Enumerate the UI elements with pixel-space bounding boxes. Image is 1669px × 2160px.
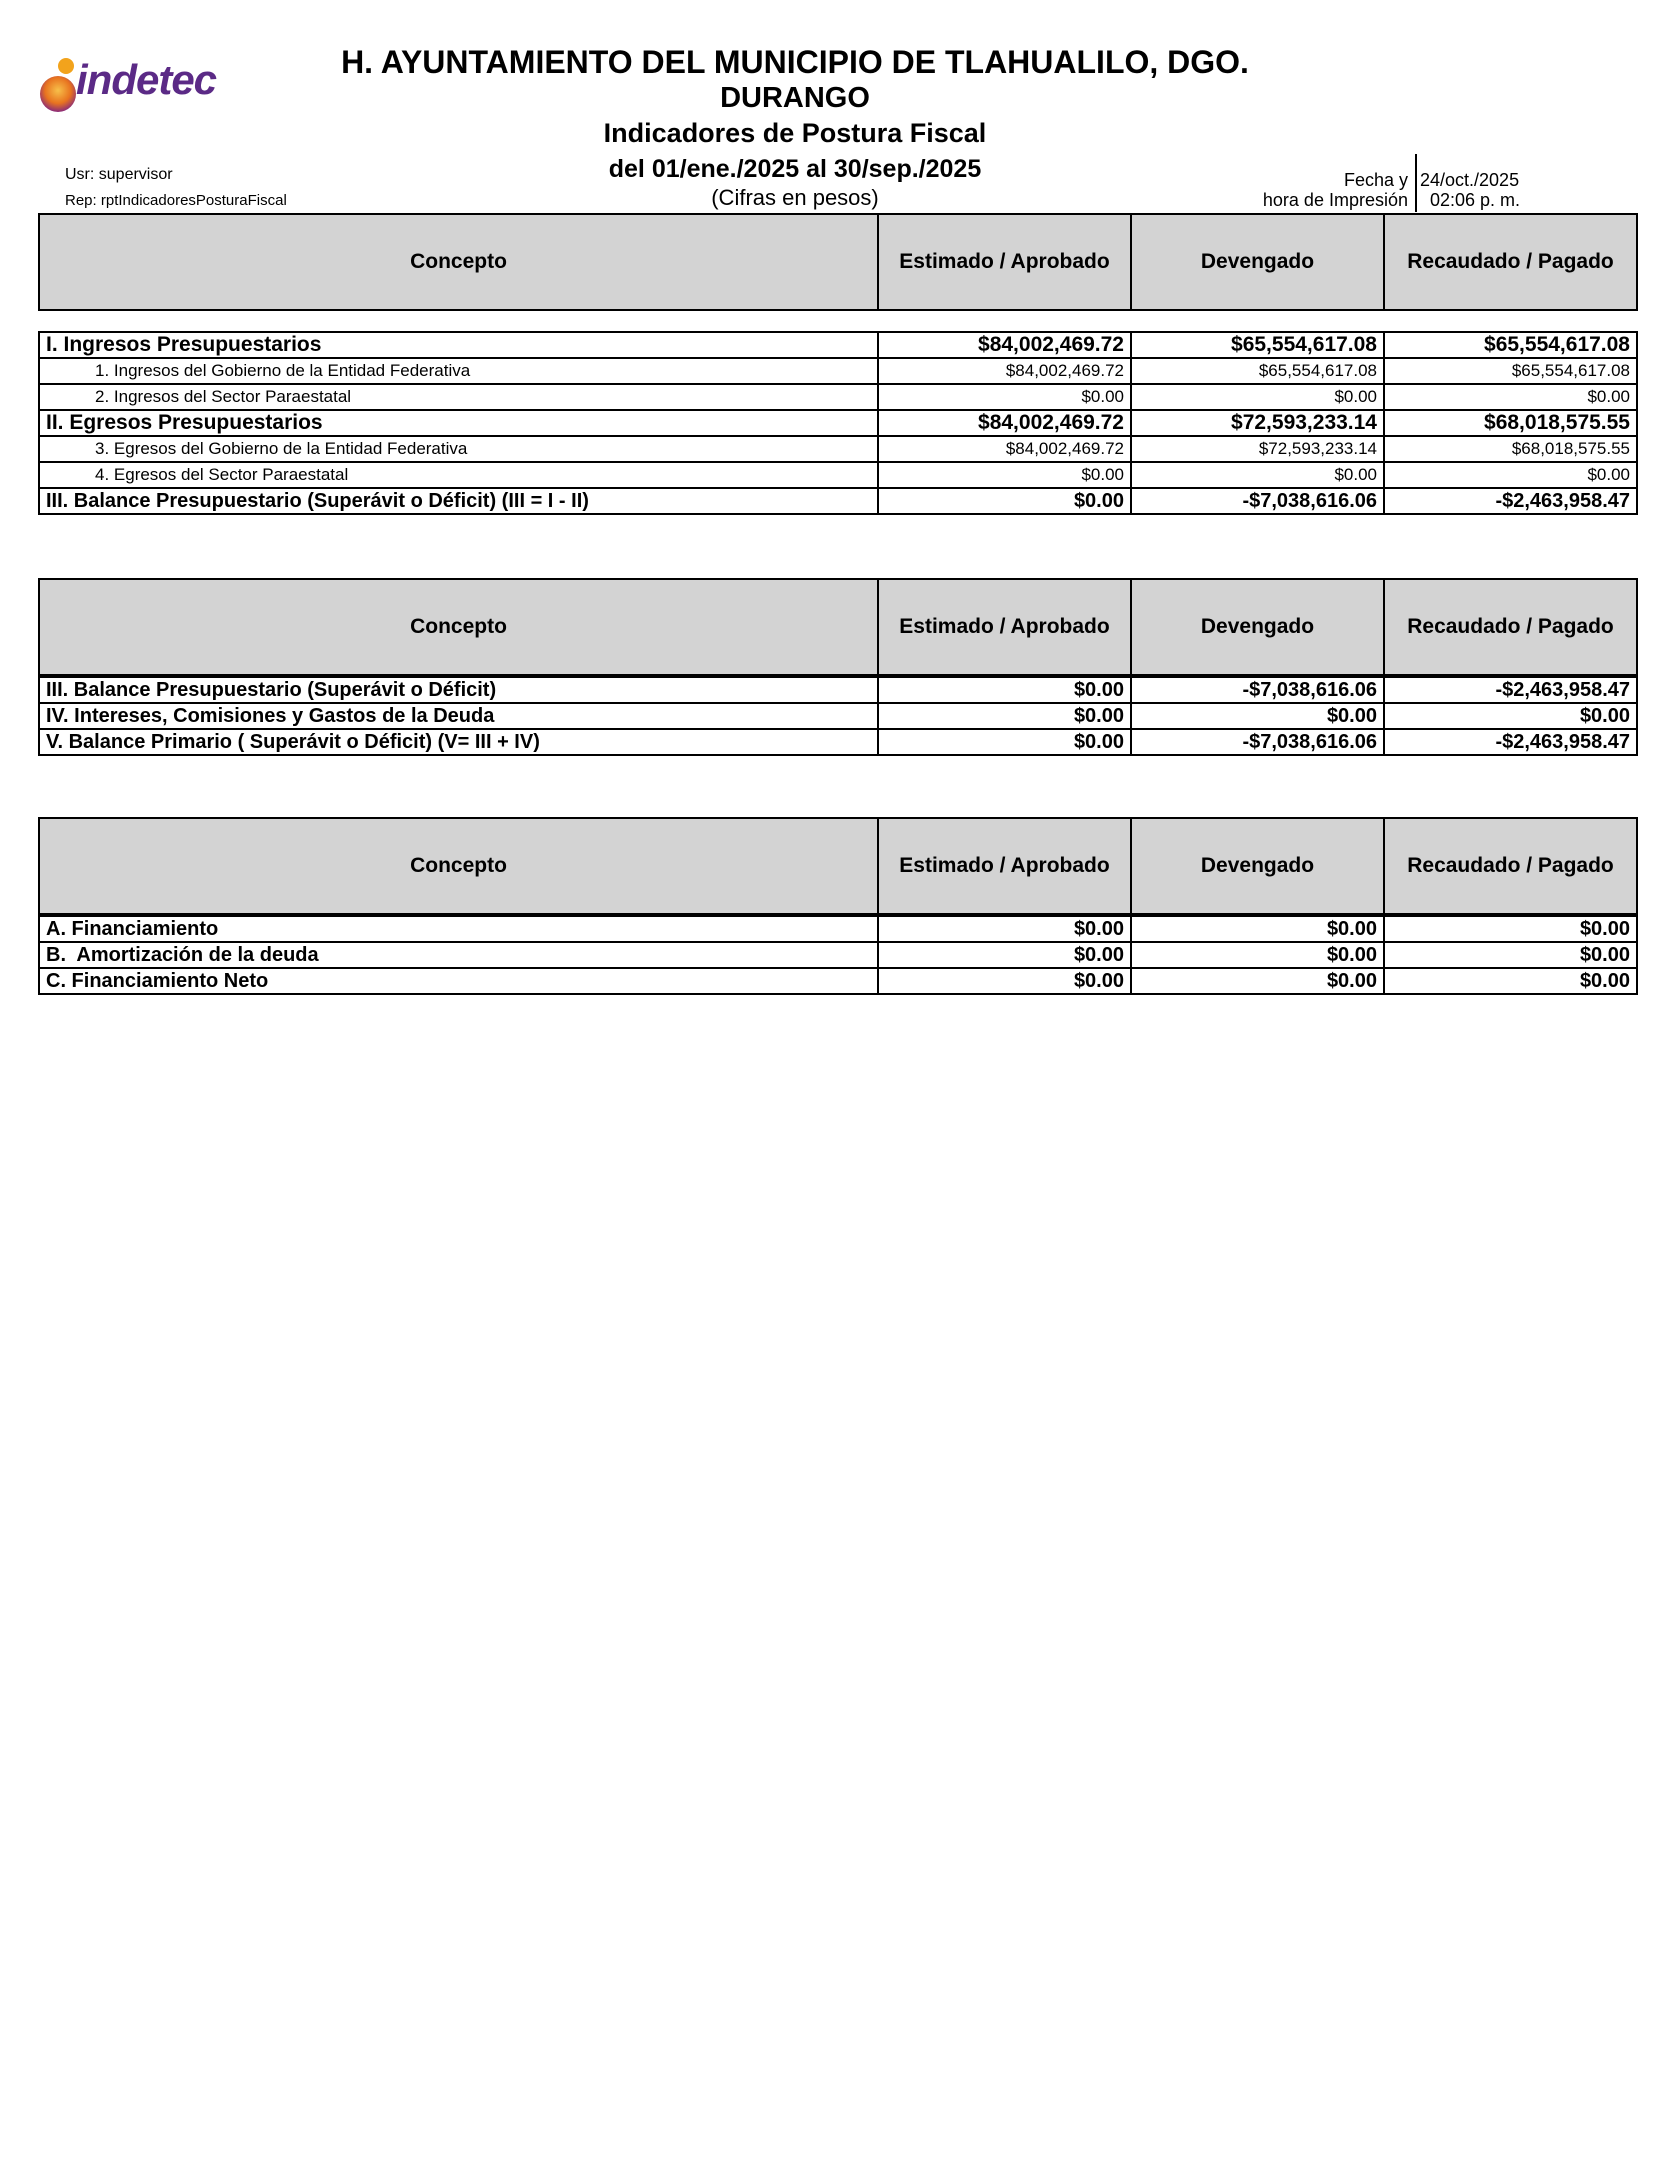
print-time: 02:06 p. m.: [1430, 190, 1521, 210]
row-label: I. Ingresos Presupuestarios: [39, 332, 878, 358]
row-recaudado: $0.00: [1384, 462, 1637, 488]
row-devengado: $0.00: [1131, 462, 1384, 488]
table-row: [39, 436, 1637, 462]
report-period: del 01/ene./2025 al 30/sep./2025: [608, 155, 982, 183]
row-recaudado: $0.00: [1384, 942, 1637, 968]
row-estimado: $0.00: [878, 916, 1131, 942]
row-devengado: $0.00: [1131, 968, 1384, 994]
table-row: [39, 358, 1637, 384]
table-row: [39, 942, 1637, 968]
table-row: [39, 488, 1637, 514]
column-header-concepto: Concepto: [39, 818, 878, 914]
print-date: 24/oct./2025: [1420, 170, 1520, 190]
column-header-recaudado: Recaudado / Pagado: [1384, 214, 1637, 310]
report-id-label: Rep: rptIndicadoresPosturaFiscal: [65, 192, 287, 209]
column-header-estimado: Estimado / Aprobado: [878, 214, 1131, 310]
column-header-recaudado: Recaudado / Pagado: [1384, 579, 1637, 675]
column-header-concepto: Concepto: [39, 214, 878, 310]
logo-text: indetec: [76, 56, 217, 103]
date-label: Fecha y: [1343, 170, 1408, 190]
row-recaudado: -$2,463,958.47: [1384, 729, 1637, 755]
time-label: hora de Impresión: [1262, 190, 1408, 210]
row-recaudado: $0.00: [1384, 384, 1637, 410]
table-row: [39, 462, 1637, 488]
row-label: B. Amortización de la deuda: [39, 942, 878, 968]
row-estimado: $84,002,469.72: [878, 436, 1131, 462]
row-devengado: -$7,038,616.06: [1131, 729, 1384, 755]
table3-header: [38, 817, 1638, 915]
column-header-devengado: Devengado: [1131, 579, 1384, 675]
row-estimado: $84,002,469.72: [878, 332, 1131, 358]
row-label: III. Balance Presupuestario (Superávit o Déficit): [39, 677, 878, 703]
row-estimado: $0.00: [878, 384, 1131, 410]
table-row: [39, 332, 1637, 358]
row-devengado: $72,593,233.14: [1131, 436, 1384, 462]
header-divider: [1415, 154, 1417, 212]
report-units: (Cifras en pesos): [711, 185, 879, 210]
row-label: V. Balance Primario ( Superávit o Déficit) (V= III + IV): [39, 729, 878, 755]
table-row: [39, 916, 1637, 942]
row-label: II. Egresos Presupuestarios: [39, 410, 878, 436]
column-header-estimado: Estimado / Aprobado: [878, 818, 1131, 914]
row-label: 3. Egresos del Gobierno de la Entidad Federativa: [39, 436, 878, 462]
table-row: [39, 703, 1637, 729]
row-devengado: $0.00: [1131, 384, 1384, 410]
table2-header: [38, 578, 1638, 676]
table-row: [39, 677, 1637, 703]
row-recaudado: $68,018,575.55: [1384, 410, 1637, 436]
row-recaudado: $0.00: [1384, 968, 1637, 994]
table-row: [39, 384, 1637, 410]
row-devengado: -$7,038,616.06: [1131, 677, 1384, 703]
report-state: DURANGO: [720, 82, 870, 114]
row-recaudado: $68,018,575.55: [1384, 436, 1637, 462]
table-row: [39, 410, 1637, 436]
row-devengado: $0.00: [1131, 916, 1384, 942]
column-header-concepto: Concepto: [39, 579, 878, 675]
row-recaudado: $65,554,617.08: [1384, 358, 1637, 384]
table3-body: [38, 915, 1638, 995]
row-estimado: $0.00: [878, 703, 1131, 729]
row-devengado: $0.00: [1131, 703, 1384, 729]
row-estimado: $0.00: [878, 942, 1131, 968]
column-header-devengado: Devengado: [1131, 214, 1384, 310]
table1-header: [38, 213, 1638, 311]
table1-body: [38, 331, 1638, 515]
row-recaudado: -$2,463,958.47: [1384, 488, 1637, 514]
row-devengado: $0.00: [1131, 942, 1384, 968]
report-title: H. AYUNTAMIENTO DEL MUNICIPIO DE TLAHUALILO, DGO.: [341, 44, 1249, 80]
row-label: 1. Ingresos del Gobierno de la Entidad Federativa: [39, 358, 878, 384]
table-row: [39, 968, 1637, 994]
row-estimado: $84,002,469.72: [878, 358, 1131, 384]
row-label: III. Balance Presupuestario (Superávit o Déficit) (III = I - II): [39, 488, 878, 514]
row-estimado: $0.00: [878, 462, 1131, 488]
table-row: [39, 729, 1637, 755]
row-label: IV. Intereses, Comisiones y Gastos de la Deuda: [39, 703, 878, 729]
row-estimado: $0.00: [878, 968, 1131, 994]
row-recaudado: $65,554,617.08: [1384, 332, 1637, 358]
row-estimado: $0.00: [878, 729, 1131, 755]
column-header-estimado: Estimado / Aprobado: [878, 579, 1131, 675]
row-estimado: $0.00: [878, 488, 1131, 514]
column-header-devengado: Devengado: [1131, 818, 1384, 914]
report-name: Indicadores de Postura Fiscal: [603, 118, 987, 148]
row-recaudado: $0.00: [1384, 916, 1637, 942]
table2-body: [38, 676, 1638, 756]
column-header-recaudado: Recaudado / Pagado: [1384, 818, 1637, 914]
row-devengado: $65,554,617.08: [1131, 358, 1384, 384]
row-devengado: $72,593,233.14: [1131, 410, 1384, 436]
row-label: A. Financiamiento: [39, 916, 878, 942]
row-estimado: $0.00: [878, 677, 1131, 703]
row-estimado: $84,002,469.72: [878, 410, 1131, 436]
row-label: 2. Ingresos del Sector Paraestatal: [39, 384, 878, 410]
row-devengado: -$7,038,616.06: [1131, 488, 1384, 514]
row-label: C. Financiamiento Neto: [39, 968, 878, 994]
row-recaudado: $0.00: [1384, 703, 1637, 729]
row-recaudado: -$2,463,958.47: [1384, 677, 1637, 703]
user-label: Usr: supervisor: [65, 166, 173, 183]
row-devengado: $65,554,617.08: [1131, 332, 1384, 358]
row-label: 4. Egresos del Sector Paraestatal: [39, 462, 878, 488]
